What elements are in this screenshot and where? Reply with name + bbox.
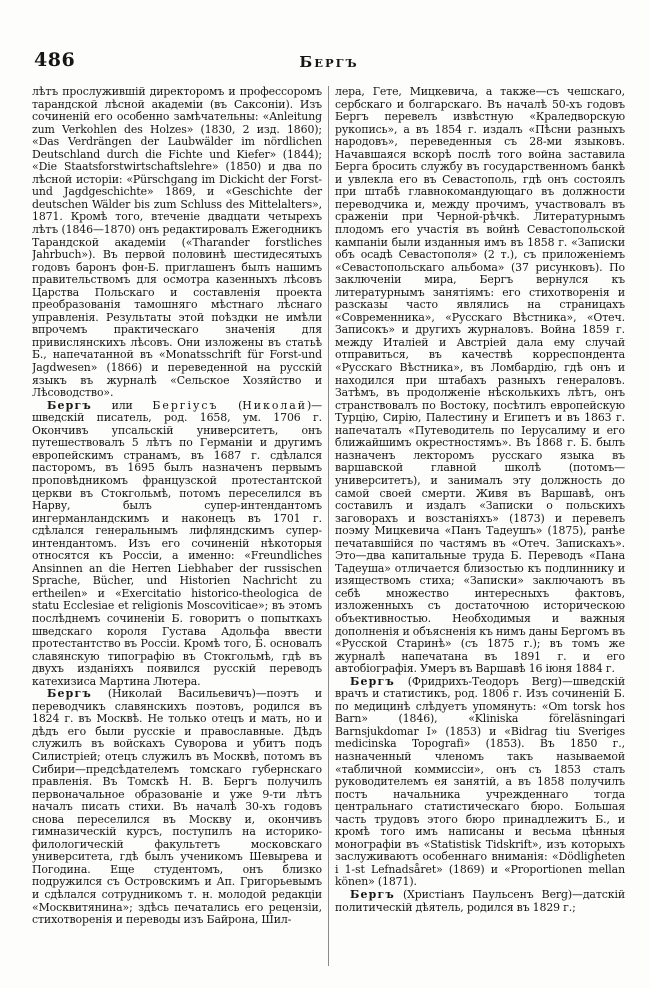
- entry-headword: Бергъ: [350, 888, 395, 901]
- text-segment: Бергіусъ: [152, 398, 219, 412]
- entry-paragraph: [335, 86, 625, 676]
- entry-headword: Бергъ: [47, 687, 92, 701]
- page-number: 486: [34, 49, 76, 71]
- text-segment: (Фридрихъ-Теодоръ Berg)—шведскій врачъ и статистикъ, род. 1806 г. Изъ сочиненій Б. по медицинѣ слѣдуетъ упомянуть: «Om torsk hos Barn» (1846), «Kliniska föreläsningari Barnsjukdomar I» (1853) и «Bidrag tiu Sveriges medicinska Topografi» (1853). Въ 1850 г., назначенный членомъ такъ называемой «табличной коммиссіи», онъ съ 1853 сталъ руководителемъ ея занятій, а въ 1858 получилъ постъ начальника учрежденнаго тогда центральнаго статистическаго бюро. Большая часть трудовъ этого бюро принадлежитъ Б., и кромѣ того имъ написаны и весьма цѣнныя монографіи въ «Statistisk Tidskrift», изъ которыхъ заслуживаютъ особеннаго вниманія: «Dödligheten i 1-st Lefnadsåret» (1869) и «Proportionen mellan könen» (1871).: [335, 674, 625, 889]
- entry-paragraph: [32, 688, 322, 926]
- text-segment: лера, Гете, Мицкевича, а также—съ чешскаго, сербскаго и болгарскаго. Въ началѣ 50-хъ годовъ Бергъ перевелъ извѣстную «Краледворскую рукопись», а въ 1854 г. издалъ «Пѣсни разныхъ народовъ», переведенныя съ 28-ми языковъ. Начавшаяся вскорѣ послѣ того война заставила Берга бросить службу въ государственномъ банкѣ и увлекла его въ Севастополь, гдѣ онъ состоялъ при штабѣ главнокомандующаго въ должности переводчика и, между прочимъ, участвовалъ въ сраженіи при Черной-рѣчкѣ. Литературнымъ плодомъ его участія въ войнѣ Севастопольской кампаніи были изданныя имъ въ 1858 г. «Записки объ осадѣ Севастополя» (2 т.), съ приложеніемъ «Севастопольскаго альбома» (37 рисунковъ). По заключеніи мира, Бергъ вернулся къ литературнымъ занятіямъ: его стихотворенія и разсказы часто являлись на страницахъ «Современника», «Русскаго Вѣстника», «Отеч. Записокъ» и другихъ журналовъ. Война 1859 г. между Италіей и Австріей дала ему случай отправиться, въ качествѣ корреспондента «Русскаго Вѣстника», въ Ломбардію, гдѣ онъ и находился при штабахъ разныхъ генераловъ. Затѣмъ, въ продолженіе нѣсколькихъ лѣтъ, онъ странствовалъ по Востоку, посѣтилъ европейскую Турцію, Сирію, Палестину и Египетъ и въ 1863 г. напечаталъ «Путеводитель по Іерусалиму и его ближайшимъ окрестностямъ». Въ 1868 г. Б. былъ назначенъ лекторомъ русскаго языка въ варшавской главной школѣ (потомъ—университетъ), и занималъ эту должность до самой своей смерти. Живя въ Варшавѣ, онъ составилъ и издалъ «Записки о польскихъ заговорахъ и возстаніяхъ» (1873) и перевелъ поэму Мицкевича «Панъ Тадеушъ» (1875), ранѣе печатавшійся по частямъ въ «Отеч. Запискахъ». Это—два капитальные труда Б. Переводъ «Пана Тадеуша» отличается близостью къ подлиннику и изяществомъ стиха; «Записки» заключаютъ въ себѣ множество интересныхъ фактовъ, изложенныхъ съ достаточною историческою объективностью. Необходимыя и важныя дополненія и объясненія къ нимъ даны Бергомъ въ «Русской Старинѣ» (съ 1875 г.); въ томъ же журналѣ напечатана въ 1891 г. и его автобіографія. Умеръ въ Варшавѣ 16 іюня 1884 г.: [335, 86, 625, 676]
- text-segment: или: [91, 398, 153, 412]
- page-header: [34, 49, 624, 73]
- text-segment: лѣтъ прослужившій директоромъ и профессоромъ тарандской лѣсной академіи (въ Саксоніи). Изъ сочиненій его особенно замѣчательны: «Anleitung zum Verkohlen des Holzes» (1830, 2 изд. 1860); «Das Verdrängen der Laubwälder im nördlichen Deutschland durch die Fichte und Kiefer» (1844); «Die Staatsforstwirtschaftslehre» (1850) и два по лѣсной исторіи: «Pürschgang im Dickicht der Forst-und Jagdgeschichte» 1869, и «Geschichte der deutschen Wälder bis zum Schluss des Mittelalters», 1871. Кромѣ того, втеченіе двадцати четырехъ лѣтъ (1846—1870) онъ редактировалъ Ежегодникъ Тарандской академіи («Tharander forstliches Jahrbuch»). Въ первой половинѣ шестидесятыхъ годовъ баронъ фон-Б. приглашенъ былъ нашимъ правительствомъ для осмотра казенныхъ лѣсовъ Царства Польскаго и составленія проекта преобразованія тамошняго мѣстнаго лѣснаго управленія. Результаты этой поѣздки не имѣли впрочемъ практическаго значенія для привислянскихъ лѣсовъ. Они изложены въ статьѣ Б., напечатанной въ «Monatsschrift für Forst-und Jagdwesen» (1866) и переведенной на русскій языкъ въ журналѣ «Сельское Хозяйство и Лѣсоводство».: [32, 86, 322, 400]
- text-segment: (: [218, 398, 243, 412]
- running-title-initial: Б: [299, 53, 315, 71]
- text-segment: (Николай Васильевичъ)—поэтъ и переводчикъ славянскихъ поэтовъ, родился въ 1824 г. въ Москвѣ. Не только отецъ и мать, но и дѣдъ его были русскіе и православные. Дѣдъ служилъ въ войскахъ Суворова и убитъ подъ Силистріей; отецъ служилъ въ Москвѣ, потомъ въ Сибири—предсѣдателемъ томскаго губернскаго правленія. Въ Томскѣ Н. В. Бергъ получилъ первоначальное образованіе и уже 9-ти лѣтъ началъ писать стихи. Въ началѣ 30-хъ годовъ снова переселился въ Москву и, окончивъ гимназическій курсъ, поступилъ на историко-филологическій факультетъ московскаго университета, гдѣ былъ ученикомъ Шевырева и Погодина. Еще студентомъ, онъ близко подружился съ Островскимъ и Ап. Григорьевымъ и сдѣлался сотрудникомъ т. н. молодой редакціи «Москвитянина»; здѣсь печатались его рецензіи, стихотворенія и переводы изъ Байрона, Шил-: [32, 687, 322, 927]
- text-segment: (Христіанъ Паульсенъ Berg)—датскій политическій дѣятель, родился въ 1829 г.;: [335, 888, 625, 914]
- column-divider: [328, 86, 329, 966]
- right-column: [335, 86, 625, 966]
- entry-headword: Бергъ: [350, 674, 395, 688]
- entry-paragraph: [32, 400, 322, 689]
- entry-paragraph: [335, 889, 625, 914]
- running-title: [34, 52, 624, 71]
- text-segment: Николай: [242, 398, 308, 412]
- entry-headword: Бергъ: [47, 398, 92, 412]
- entry-paragraph: [32, 86, 322, 400]
- running-title-rest: ЕРГЪ: [314, 56, 359, 70]
- text-segment: )—шведскій писатель, род. 1658, ум. 1706 г. Окончивъ упсальскій университетъ, онъ путешествовалъ 5 лѣтъ по Германіи и другимъ европейскимъ странамъ, въ 1687 г. сдѣлался пасторомъ, въ 1695 былъ назначенъ первымъ проповѣдникомъ французской протестантской церкви въ Стокгольмѣ, потомъ переселился въ Нарву, былъ супер-интендантомъ ингерманландскимъ и наконецъ въ 1701 г. сдѣлался генеральнымъ лифляндскимъ супер-интендантомъ. Изъ его сочиненій нѣкоторыя относятся къ Россіи, а именно: «Freundliches Ansinnen an die Herren Liebhaber der russischen Sprache, Bücher, und Historien Nachricht zu ertheilen» и «Exercitatio historico-theologica de statu Ecclesiae et religionis Moscoviticae»; въ этомъ послѣднемъ сочиненіи Б. говоритъ о попыткахъ шведскаго короля Густава Адольфа ввести протестантство въ Россіи. Кромѣ того, Б. основалъ славянскую типографію въ Стокгольмѣ, гдѣ въ двухъ изданіяхъ появился русскій переводъ катехизиса Мартина Лютера.: [32, 398, 322, 688]
- entry-paragraph: [335, 676, 625, 889]
- page-body: [32, 86, 625, 966]
- left-column: [32, 86, 322, 966]
